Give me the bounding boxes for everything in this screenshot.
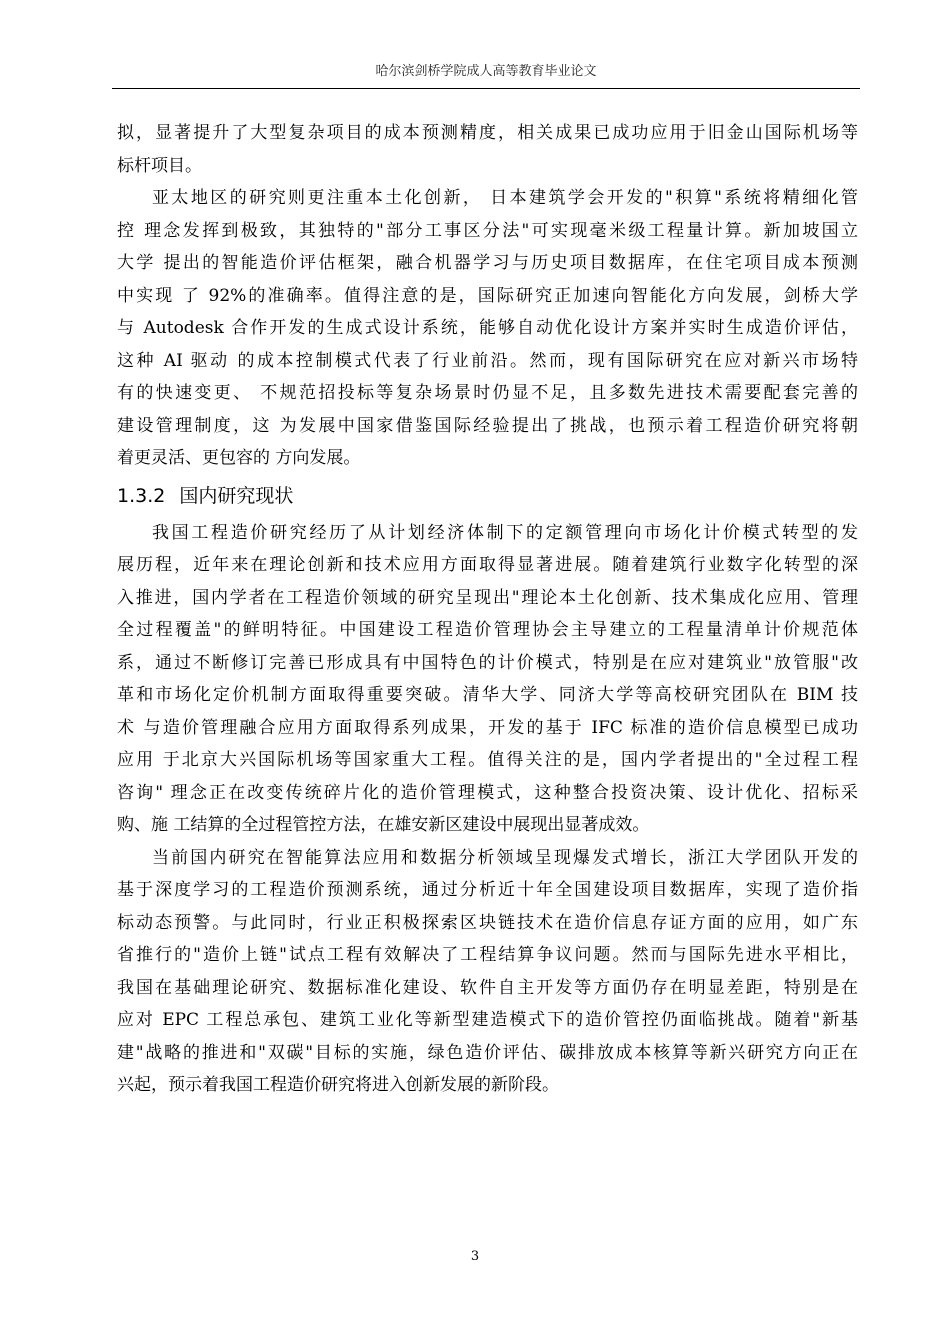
section-heading bbox=[117, 475, 858, 517]
text-line: 这种 AI 驱动 的成本控制模式代表了行业前沿。然而，现有国际研究在应对新兴市场特 bbox=[117, 350, 858, 371]
paragraph-continuation bbox=[117, 117, 858, 182]
text-line: 亚太地区的研究则更注重本土化创新， 日本建筑学会开发的"积算"系统将精细化管 bbox=[152, 188, 858, 208]
text-line: 控 理念发挥到极致，其独特的"部分工事区分法"可实现毫米级工程量计算。新加坡国立 bbox=[117, 220, 858, 241]
text-line: 我国工程造价研究经历了从计划经济体制下的定额管理向市场化计价模式转型的发 bbox=[152, 522, 858, 543]
text-line: 入推进，国内学者在工程造价领域的研究呈现出"理论本土化创新、技术集成化应用、管理 bbox=[117, 587, 858, 608]
text-line: 有的快速变更、 不规范招投标等复杂场景时仍显不足，且多数先进技术需要配套完善的 bbox=[117, 383, 858, 403]
text-line: 术 与造价管理融合应用方面取得系列成果，开发的基于 IFC 标准的造价信息模型已成功 bbox=[117, 717, 858, 738]
text-line: 省推行的"造价上链"试点工程有效解决了工程结算争议问题。然而与国际先进水平相比， bbox=[117, 945, 858, 965]
text-line: 购、施 工结算的全过程管控方法，在雄安新区建设中展现出显著成效。 bbox=[117, 815, 650, 835]
paragraph-domestic-current bbox=[117, 842, 858, 1102]
text-line: 应对 EPC 工程总承包、建筑工业化等新型建造模式下的造价管控仍面临挑战。随着"新基 bbox=[117, 1010, 858, 1030]
text-line: 应用 于北京大兴国际机场等国家重大工程。值得关注的是，国内学者提出的"全过程工程 bbox=[117, 750, 858, 770]
section-title: 国内研究现状 bbox=[179, 484, 294, 507]
text-line: 标杆项目。 bbox=[117, 155, 202, 176]
text-line: 全过程覆盖"的鲜明特征。中国建设工程造价管理协会主导建立的工程量清单计价规范体 bbox=[117, 620, 858, 640]
text-line: 展历程，近年来在理论创新和技术应用方面取得显著进展。随着建筑行业数字化转型的深 bbox=[117, 555, 858, 575]
text-line: 与 Autodesk 合作开发的生成式设计系统，能够自动优化设计方案并实时生成造价评估， bbox=[117, 318, 858, 338]
text-line: 中实现 了 92%的准确率。值得注意的是，国际研究正加速向智能化方向发展，剑桥大学 bbox=[117, 285, 858, 306]
text-line: 着更灵活、更包容的 方向发展。 bbox=[117, 448, 361, 468]
text-line: 基于深度学习的工程造价预测系统，通过分析近十年全国建设项目数据库，实现了造价指 bbox=[117, 880, 858, 900]
text-line: 建设管理制度，这 为发展中国家借鉴国际经验提出了挑战，也预示着工程造价研究将朝 bbox=[117, 415, 858, 436]
text-line: 我国在基础理论研究、数据标准化建设、软件自主开发等方面仍存在明显差距，特别是在 bbox=[117, 977, 858, 998]
running-header: 哈尔滨剑桥学院成人高等教育毕业论文 bbox=[375, 64, 597, 79]
text-line: 建"战略的推进和"双碳"目标的实施，绿色造价评估、碳排放成本核算等新兴研究方向正在 bbox=[117, 1042, 858, 1063]
text-line: 咨询" 理念正在改变传统碎片化的造价管理模式，这种整合投资决策、设计优化、招标采 bbox=[117, 782, 858, 803]
text-line: 当前国内研究在智能算法应用和数据分析领域呈现爆发式增长，浙江大学团队开发的 bbox=[152, 847, 858, 868]
page-number: 3 bbox=[470, 1249, 480, 1264]
text-line: 拟，显著提升了大型复杂项目的成本预测精度，相关成果已成功应用于旧金山国际机场等 bbox=[117, 123, 858, 143]
text-line: 标动态预警。与此同时，行业正积极探索区块链技术在造价信息存证方面的应用，如广东 bbox=[117, 912, 858, 933]
text-line: 系，通过不断修订完善已形成具有中国特色的计价模式，特别是在应对建筑业"放管服"改 bbox=[117, 652, 858, 673]
text-line: 革和市场化定价机制方面取得重要突破。清华大学、同济大学等高校研究团队在 BIM 技 bbox=[117, 685, 858, 705]
page-body bbox=[117, 117, 858, 1102]
paragraph-asia-pacific bbox=[117, 182, 858, 475]
header-rule bbox=[112, 88, 860, 89]
text-line: 兴起，预示着我国工程造价研究将进入创新发展的新阶段。 bbox=[117, 1075, 559, 1095]
paragraph-domestic-history bbox=[117, 517, 858, 842]
section-number: 1.3.2 bbox=[117, 484, 166, 507]
text-line: 大学 提出的智能造价评估框架，融合机器学习与历史项目数据库，在住宅项目成本预测 bbox=[117, 253, 858, 273]
